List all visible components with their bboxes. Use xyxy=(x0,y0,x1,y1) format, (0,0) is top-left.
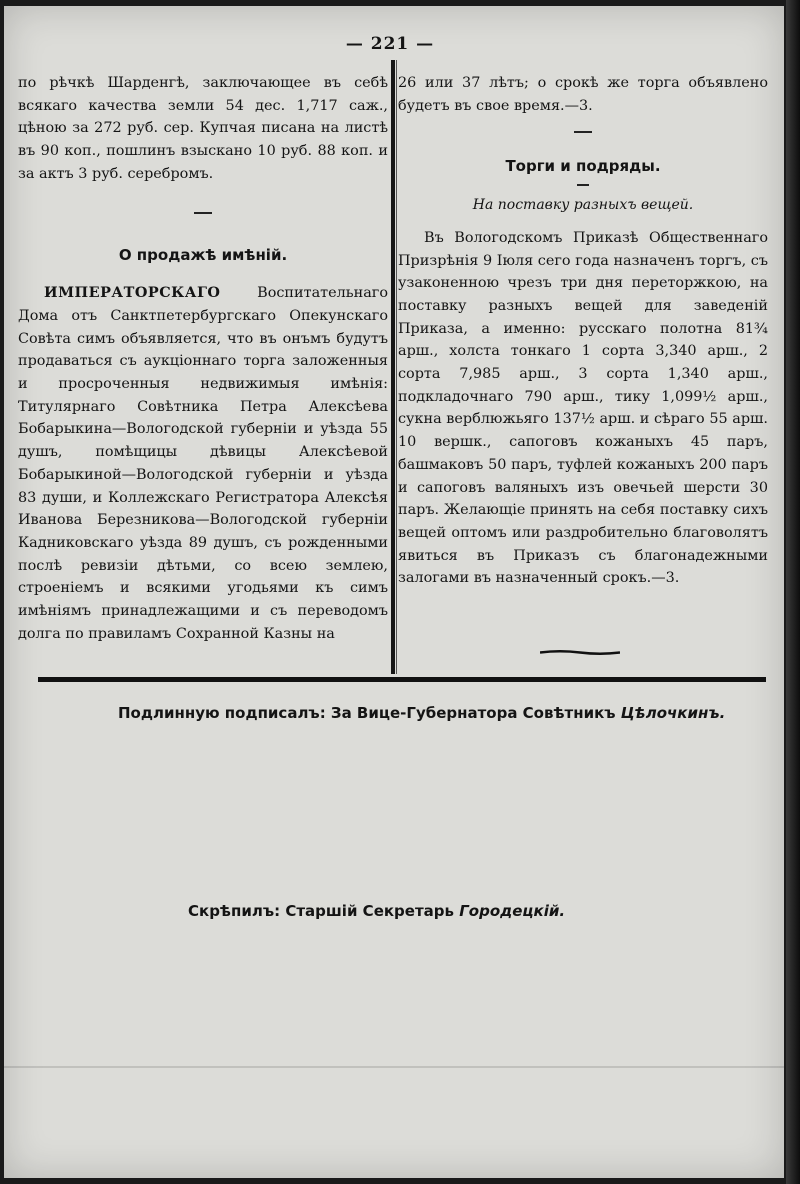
tenders-heading: Торги и подряды. xyxy=(505,157,661,176)
signed-label: Подлинную подписалъ: За Вице-Губернатора Совѣтникъ xyxy=(118,704,621,722)
estate-sale-paragraph xyxy=(18,282,388,645)
signer-name: Цѣлочкинъ. xyxy=(620,704,726,722)
estate-sale-heading: О продажѣ имѣній. xyxy=(118,245,288,264)
right-continuation-text: 26 или 37 лѣтъ; о срокѣ же торга объявлено будетъ въ свое время.—3. xyxy=(398,75,768,114)
signed-by-line xyxy=(118,704,725,722)
scanner-edge xyxy=(786,0,800,1184)
right-column xyxy=(398,72,768,590)
left-continuation-text: по рѣчкѣ Шарденгѣ, заключающее въ себѣ всякаго качества земли 54 дес. 1,717 саж., цѣною за 272 руб. сер. Купчая писана на листѣ въ 90 коп., пошлинъ взыскано 10 руб. 88 коп. и за актъ 3 руб. серебромъ. xyxy=(18,75,388,182)
paper-fold-line xyxy=(4,1066,784,1068)
attester-name: Городецкій. xyxy=(459,902,566,920)
horizontal-rule xyxy=(38,677,766,682)
column-divider-thin xyxy=(396,60,397,674)
estate-sale-lead: ИМПЕРАТОРСКАГО xyxy=(44,284,221,302)
column-divider xyxy=(391,60,395,674)
estate-sale-body: Воспитательнаго Дома отъ Санктпетербургскаго Опекунскаго Совѣта симъ объявляется, что въ онъмъ будутъ продаваться съ аукціоннаго торга заложенныя и просроченныя недвижимыя имѣнія: Титулярнаго Совѣтника Петра Алексѣева Бобарыкина—Вологодской губерніи и уѣзда 55 душъ, помѣщицы дѣвицы Алексѣевой Бобарыкиной—Вологодской губерніи и уѣзда 83 души, и Коллежскаго Регистратора Алексѣя Иванова Березникова—Вологодской губерніи Кадниковскаго уѣзда 89 душъ, съ рожденными послѣ ревизіи дѣтьми, со всею землею, строеніемъ и всякими угодьями къ симъ имѣніямъ принадлежащими и съ переводомъ долга по правиламъ Сохранной Казны на xyxy=(18,285,388,642)
end-ornament xyxy=(540,650,620,655)
tenders-paragraph: Въ Вологодскомъ Приказѣ Общественнаго Призрѣнія 9 Іюля сего года назначенъ торгъ, съ узаконенною чрезъ три дня переторжкою, на поставку разныхъ вещей для заведеній Приказа, а именно: русскаго полотна 81¾ арш., холста тонкаго 1 сорта 3,340 арш., 2 сорта 7,985 арш., 3 сорта 1,340 арш., подкладочнаго 790 арш., тику 1,099½ арш., сукна верблюжьяго 137½ арш. и сѣраго 55 арш. 10 вершк., сапоговъ кожаныхъ 45 паръ, башмаковъ 50 паръ, туфлей кожаныхъ 200 паръ и сапоговъ валяныхъ изъ овечьей шерсти 30 паръ. Желающіе принять на себя поставку сихъ вещей оптомъ или раздробительно благоволятъ явиться въ Приказъ съ благонадежными залогами въ назначенный срокъ.—3. xyxy=(398,229,768,587)
attested-label: Скрѣпилъ: Старшій Секретарь xyxy=(188,902,460,920)
page-number: — 221 — xyxy=(345,34,435,54)
attested-by-line xyxy=(188,902,565,920)
tenders-subheading: На поставку разныхъ вещей. xyxy=(472,197,694,214)
left-column xyxy=(18,72,388,645)
